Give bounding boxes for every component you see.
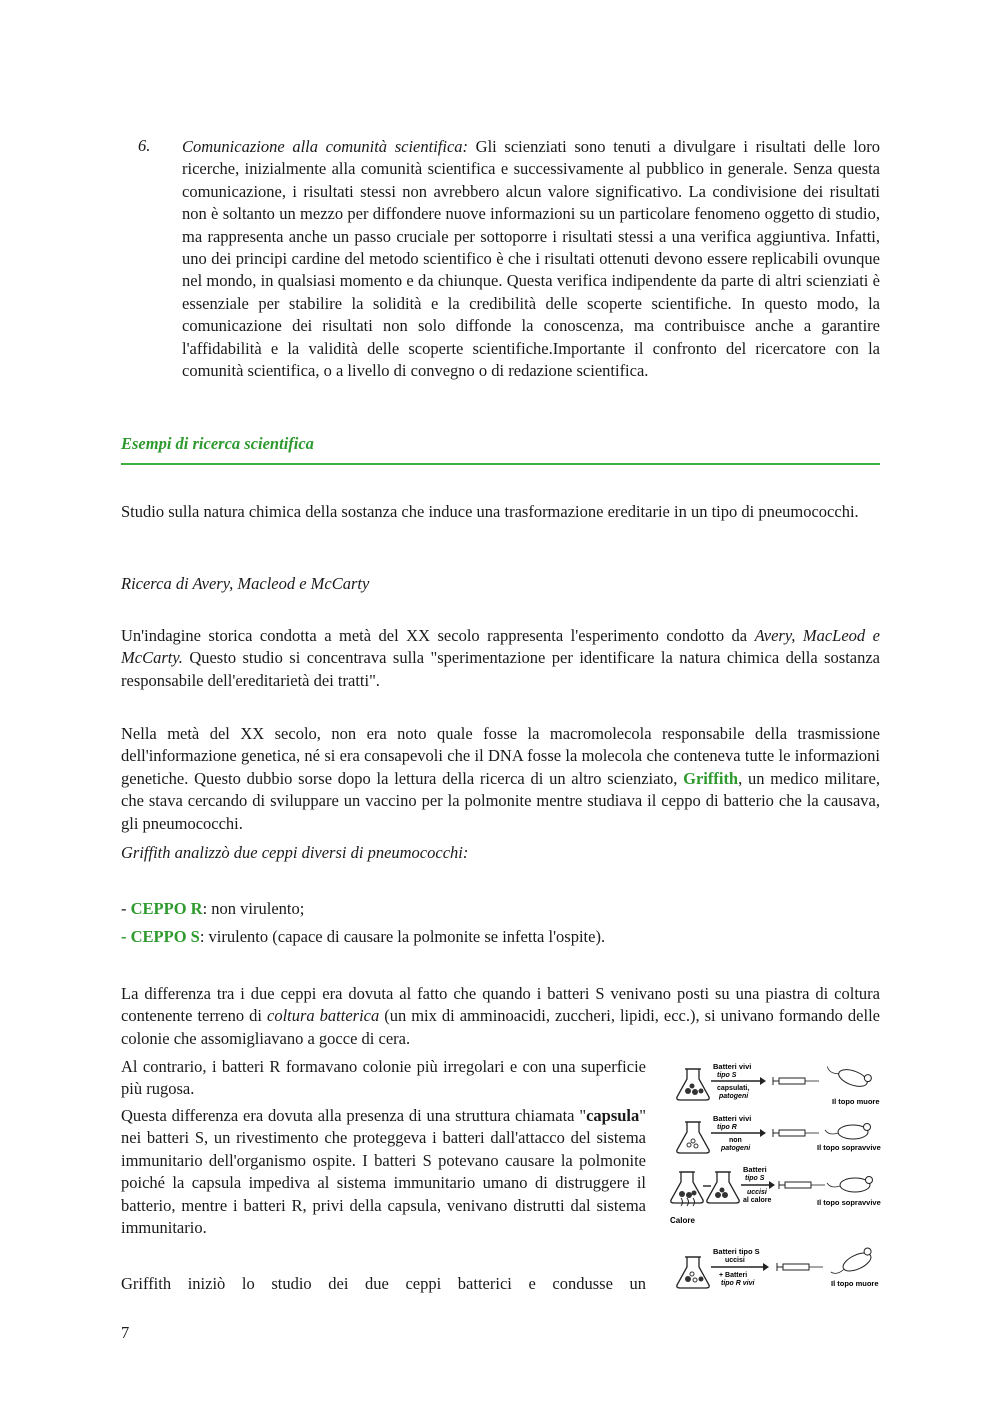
coltura-term: coltura batterica <box>267 1006 380 1026</box>
flask-icon <box>677 1257 709 1288</box>
row1-label-4: patogeni <box>719 1093 749 1100</box>
row2-result: Il topo sopravvive <box>817 1143 881 1152</box>
section-heading: Esempi di ricerca scientifica <box>121 434 314 453</box>
flask-icon <box>677 1069 709 1100</box>
row4-label-1: Batteri tipo S <box>713 1247 760 1256</box>
experiment-row-1 <box>677 1060 880 1106</box>
row1-label-3: capsulati, <box>717 1085 750 1092</box>
mouse-icon <box>824 1060 872 1090</box>
griffith-name: Griffith <box>683 768 739 788</box>
research-title: Ricerca di Avery, Macleod e McCarty <box>121 574 370 593</box>
paragraph-dna <box>121 723 880 835</box>
mouse-icon <box>827 1177 873 1193</box>
ceppo-s-item <box>121 926 605 948</box>
experiment-row-2 <box>677 1114 881 1153</box>
row2-label-1: Batteri vivi <box>713 1114 752 1123</box>
syringe-icon <box>779 1181 825 1189</box>
paragraph-text: , un medico militare, che stava cercando di sviluppare un vaccino per la polmonite mentre studiava il ceppo di batterio che la causava, gli pneumococchi. <box>121 768 880 833</box>
row2-label-3: non <box>729 1137 742 1144</box>
arrow-head <box>763 1263 769 1271</box>
paragraph-text: Questa differenza era dovuta alla presenza di una struttura chiamata " <box>121 1106 587 1125</box>
arrow-head <box>760 1129 766 1137</box>
paragraph-avery <box>121 625 880 692</box>
row3-label-3: uccisi <box>747 1189 767 1196</box>
row3-label-4: al calore <box>743 1197 772 1204</box>
paragraph-text: La differenza tra i due ceppi era dovuta al fatto che quando i batteri S venivano posti su una piastra di coltura contenente terreno di <box>121 984 880 1026</box>
griffith-line: Griffith analizzò due ceppi diversi di pneumococchi: <box>121 843 469 862</box>
mouse-icon <box>828 1247 876 1280</box>
paragraph-colonies <box>121 983 880 1050</box>
ceppo-r-item <box>121 898 304 920</box>
paragraph-text: Nella metà del XX secolo, non era noto quale fosse la macromolecola responsabile della trasmissione dell'informazione genetica, né si era consapevoli che il DNA fosse la molecola che conteneva tutte le informazioni genetiche. Questo dubbio sorse dopo la lettura della ricerca di un altro scienziato, <box>121 724 880 788</box>
page-number: 7 <box>121 1323 130 1342</box>
section-divider <box>121 463 880 465</box>
ceppo-s-label: CEPPO S <box>130 927 200 946</box>
flask-icon <box>707 1172 739 1203</box>
row4-label-4: tipo R vivi <box>721 1280 755 1287</box>
row4-result: Il topo muore <box>831 1279 879 1288</box>
paragraph-text: Un'indagine storica condotta a metà del XX secolo rappresenta l'esperimento condotto da <box>121 626 755 645</box>
ceppo-r-text: : non virulento; <box>202 899 305 918</box>
heat-label: Calore <box>670 1216 695 1225</box>
capsula-term: capsula <box>586 1106 640 1125</box>
researcher-names: Avery, MacLeod e McCarty. <box>121 626 880 668</box>
syringe-icon <box>773 1129 819 1137</box>
ceppo-r-label: CEPPO R <box>130 899 203 918</box>
mouse-icon <box>825 1124 871 1140</box>
row3-label-2: tipo S <box>745 1175 765 1182</box>
row2-label-2: tipo R <box>717 1124 737 1131</box>
row2-label-4: patogeni <box>721 1145 751 1152</box>
study-intro: Studio sulla natura chimica della sostanza che induce una trasformazione ereditarie in un tipo di pneumococchi. <box>121 502 859 521</box>
experiment-row-3 <box>670 1165 881 1225</box>
paragraph-text: Questo studio si concentrava sulla "sperimentazione per identificare la natura chimica della sostanza responsabile dell'ereditarietà dei tratti". <box>121 648 880 690</box>
paragraph-r-colonies: Al contrario, i batteri R formavano colonie più irregolari e con una superficie più rugosa. <box>121 1057 646 1099</box>
list-item-body: Gli scienziati sono tenuti a divulgare i risultati delle loro ricerche, inizialmente alla comunità scientifica e successivamente al pubblico in generale. Senza questa comunicazione, i risultati stessi non avrebbero alcun valore significativo. La condivisione dei risultati non è soltanto un mezzo per diffondere nuove informazioni su un particolare fenomeno oggetto di studio, ma rappresenta anche un passo cruciale per sottoporre i risultati stessi a una verifica aggiuntiva. Infatti, uno dei principi cardine del metodo scientifico è che i risultati ottenuti devono essere replicabili ovunque nel mondo, in qualsiasi momento e da chiunque. Questa verifica indipendente da parte di altri scienziati è essenziale per stabilire la solidità e la credibilità delle scoperte scientifiche. In questo modo, la comunicazione dei risultati non solo diffonde la conoscenza, ma contribuisce anche a garantire l'affidabilità e la validità delle scoperte scientifiche.Importante il confronto del ricercatore con la comunità scientifica, o a livello di convegno o di redazione scientifica. <box>182 137 880 381</box>
row4-label-3: + Batteri <box>719 1272 748 1279</box>
paragraph-capsula <box>121 1105 646 1239</box>
syringe-icon <box>777 1263 823 1271</box>
row3-label-1: Batteri <box>743 1165 767 1174</box>
row3-result: Il topo sopravvive <box>817 1198 881 1207</box>
paragraph-text: " nei batteri S, un rivestimento che proteggeva i batteri dall'attacco del sistema immunitario dell'organismo ospite. I batteri S potevano causare la polmonite poiché la capsula impediva al sistema immunitario umano di distruggere il batterio, mentre i batteri R, privi della capsula, venivano distrutti dal sistema immunitario. <box>121 1106 646 1238</box>
arrow-head <box>760 1077 766 1085</box>
row1-label-1: Batteri vivi <box>713 1062 752 1071</box>
dash: - <box>121 899 131 918</box>
row1-result: Il topo muore <box>832 1097 880 1106</box>
paragraph-griffith-study: Griffith iniziò lo studio dei due ceppi batterici e condusse un <box>121 1274 646 1293</box>
row1-label-2: tipo S <box>717 1072 737 1079</box>
syringe-icon <box>773 1077 819 1085</box>
flask-icon <box>677 1122 709 1153</box>
row4-label-2: uccisi <box>725 1257 745 1264</box>
griffith-experiment-figure <box>667 1058 891 1298</box>
ceppo-s-text: : virulento (capace di causare la polmonite se infetta l'ospite). <box>199 927 606 946</box>
experiment-row-4 <box>677 1247 879 1288</box>
arrow-head <box>769 1181 775 1189</box>
paragraph-text: (un mix di amminoacidi, zuccheri, lipidi, ecc.), si univano formando delle colonie che assomigliavano a gocce di cera. <box>121 1006 880 1048</box>
list-number: 6. <box>138 136 151 155</box>
list-item-title: Comunicazione alla comunità scientifica: <box>182 137 469 156</box>
list-item-6 <box>182 136 880 382</box>
dash: - <box>121 927 131 946</box>
